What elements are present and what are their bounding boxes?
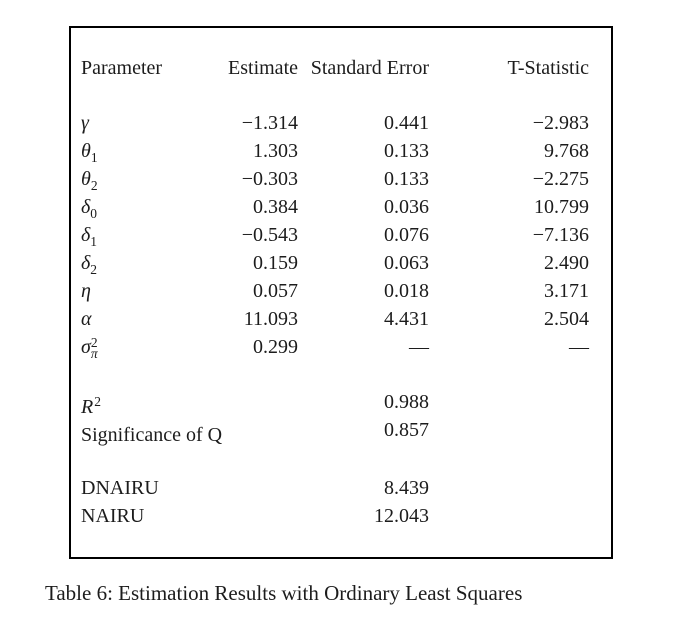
greek-symbol: σ <box>81 336 91 358</box>
subsup-stack: 2 <box>90 262 98 278</box>
t-stat-cell: 2.504 <box>544 308 589 330</box>
t-stat-cell: −2.983 <box>532 112 589 134</box>
greek-symbol: γ <box>81 112 89 134</box>
estimate-cell: 11.093 <box>243 308 298 330</box>
estimate-cell: −1.314 <box>241 112 298 134</box>
summary-value: 0.857 <box>384 419 429 441</box>
std-error-cell: 0.018 <box>384 280 429 302</box>
param-row-eta <box>81 277 589 305</box>
parameter-cell <box>81 221 202 249</box>
results-table-box <box>69 26 613 559</box>
greek-symbol: δ <box>81 252 91 274</box>
greek-symbol: δ <box>81 224 91 246</box>
param-row-sigma2pi <box>81 333 589 361</box>
param-row-delta2 <box>81 249 589 277</box>
estimate-cell: 1.303 <box>253 140 298 162</box>
param-row-theta2 <box>81 165 589 193</box>
std-error-cell: 0.063 <box>384 252 429 274</box>
nairu-value: 12.043 <box>374 505 429 527</box>
estimate-cell: 0.057 <box>253 280 298 302</box>
t-stat-cell: 9.768 <box>544 140 589 162</box>
param-row-alpha <box>81 305 589 333</box>
parameter-cell <box>81 249 202 277</box>
subsup-stack: 2 <box>90 178 98 194</box>
estimate-cell: −0.303 <box>241 168 298 190</box>
greek-symbol: θ <box>81 140 91 162</box>
parameter-cell <box>81 193 202 221</box>
std-error-cell: 0.036 <box>384 196 429 218</box>
std-error-cell: 4.431 <box>384 308 429 330</box>
col-header-t-statistic: T-Statistic <box>507 57 589 79</box>
param-row-gamma <box>81 109 589 137</box>
estimate-cell: −0.543 <box>241 224 298 246</box>
std-error-cell: 0.133 <box>384 168 429 190</box>
parameter-cell <box>81 305 202 333</box>
estimate-cell: 0.384 <box>253 196 298 218</box>
estimate-cell: 0.159 <box>253 252 298 274</box>
row-dnairu <box>81 474 589 502</box>
row-nairu <box>81 502 589 530</box>
parameter-cell <box>81 333 202 361</box>
param-row-theta1 <box>81 137 589 165</box>
t-stat-cell: 3.171 <box>544 280 589 302</box>
subsup-stack: 1 <box>90 234 98 250</box>
greek-symbol: α <box>81 308 92 330</box>
t-stat-cell: 2.490 <box>544 252 589 274</box>
greek-symbol: η <box>81 280 91 302</box>
t-stat-cell: — <box>569 336 589 358</box>
estimate-cell: 0.299 <box>253 336 298 358</box>
subsup-stack: 2 π <box>90 335 98 362</box>
parameter-cell <box>81 277 202 305</box>
col-header-standard-error: Standard Error <box>310 57 429 79</box>
dnairu-value: 8.439 <box>384 477 429 499</box>
parameter-cell <box>81 165 202 193</box>
table-caption: Table 6: Estimation Results with Ordinary Least Squares <box>45 581 523 605</box>
std-error-cell: 0.441 <box>384 112 429 134</box>
subsup-stack: 0 <box>90 206 98 222</box>
greek-symbol: θ <box>81 168 91 190</box>
nairu-label: NAIRU <box>81 505 145 527</box>
std-error-cell: — <box>409 336 429 358</box>
summary-label: $R^2$ <box>81 394 101 418</box>
t-stat-cell: −2.275 <box>532 168 589 190</box>
col-header-parameter: Parameter <box>81 57 163 79</box>
std-error-cell: 0.133 <box>384 140 429 162</box>
parameter-cell <box>81 109 202 137</box>
parameter-cell <box>81 137 202 165</box>
param-row-delta0 <box>81 193 589 221</box>
superscript: 2 <box>94 394 101 409</box>
summary-label: Significance of Q <box>81 424 223 446</box>
summary-value: 0.988 <box>384 391 429 413</box>
std-error-cell: 0.076 <box>384 224 429 246</box>
summary-row-significance-q <box>81 416 589 444</box>
param-row-delta1 <box>81 221 589 249</box>
summary-row-r-squared <box>81 388 589 416</box>
greek-symbol: δ <box>81 196 91 218</box>
subsup-stack: 1 <box>90 150 98 166</box>
dnairu-label: DNAIRU <box>81 477 159 499</box>
t-stat-cell: −7.136 <box>532 224 589 246</box>
t-stat-cell: 10.799 <box>534 196 589 218</box>
col-header-estimate: Estimate <box>228 57 298 79</box>
header-row <box>81 55 589 81</box>
